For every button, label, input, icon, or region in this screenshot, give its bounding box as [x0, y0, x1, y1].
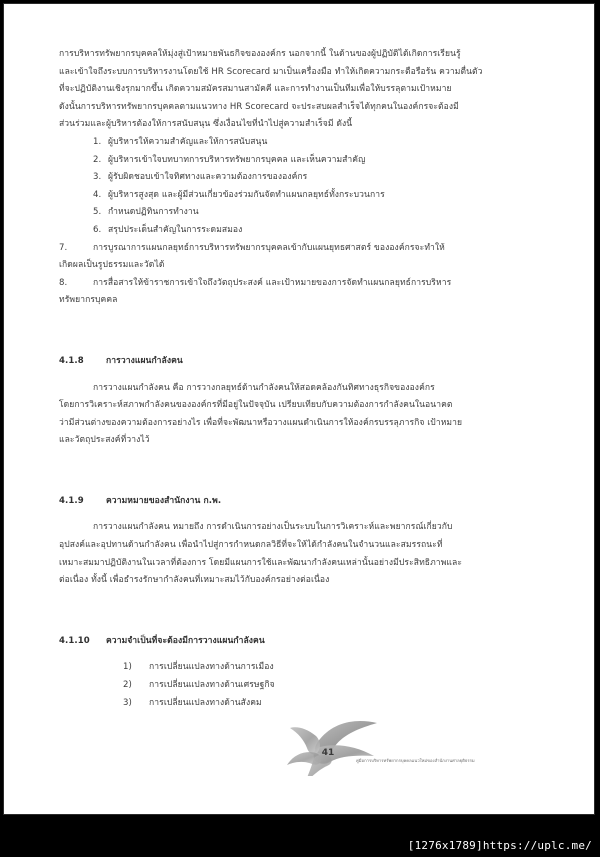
list-item [59, 169, 536, 187]
conditions-list [59, 134, 536, 240]
section-number: 4.1.10 [59, 635, 90, 646]
list-item-number: 2. [93, 154, 102, 165]
list-item-text: การเปลี่ยนแปลงทางด้านการเมือง [149, 662, 274, 673]
document-page [3, 3, 595, 815]
section-heading-4-1-8 [59, 353, 536, 371]
list-item-number: 4. [93, 189, 102, 200]
paragraph-line: ส่วนร่วมและผู้บริหารต้องให้การสนับสนุน ซึ่งเงื่อนไขที่นำไปสู่ความสำเร็จมี ดังนี้ [59, 119, 353, 130]
list-item-text: การเปลี่ยนแปลงทางด้านเศรษฐกิจ [149, 680, 275, 691]
spacer [59, 310, 536, 336]
paragraph-line: ดังนั้นการบริหารทรัพยากรบุคคลตามแนวทาง HR Scorecard จะประสบผลสำเร็จได้ทุกคนในองค์กรจะต้องมี [59, 101, 459, 112]
list-item-number: 2) [123, 680, 132, 691]
spacer [59, 450, 536, 476]
section-title: ความจำเป็นที่จะต้องมีการวางแผนกำลังคน [106, 635, 265, 646]
section-body-4-1-8 [59, 380, 536, 450]
list-item-text: ผู้บริหารเข้าใจบทบาทการบริหารทรัพยากรบุคคล และเห็นความสำคัญ [108, 154, 366, 165]
footer-swoosh-logo [280, 706, 390, 776]
list-item [59, 187, 536, 205]
list-item-number: 1) [123, 662, 132, 673]
section-heading-4-1-9 [59, 493, 536, 511]
list-item [59, 659, 536, 677]
list-item-number: 8. [59, 277, 68, 288]
paragraph-line: และวัตถุประสงค์ที่วางไว้ [59, 435, 150, 446]
list-item-8 [59, 275, 536, 310]
list-item-number: 3) [123, 697, 132, 708]
list-item [59, 677, 536, 695]
list-item-number: 1. [93, 136, 102, 147]
paragraph-line: ว่ามีส่วนต่างของความต้องการอย่างไร เพื่อที่จะพัฒนาหรือวางแผนดำเนินการให้องค์กรบรรลุภารกิจ เป้าหมาย [59, 417, 463, 428]
spacer [59, 371, 536, 380]
list-item-text: ผู้รับผิดชอบเข้าใจทิศทางและความต้องการขององค์กร [108, 172, 308, 183]
footer-running-title: คู่มือการบริหารทรัพยากรบุคคลแนวใหม่ของสำนักงานศาลยุติธรรม [356, 758, 475, 763]
paragraph-line: การวางแผนกำลังคน หมายถึง การดำเนินการอย่างเป็นระบบในการวิเคราะห์และพยากรณ์เกี่ยวกับ [93, 522, 453, 533]
spacer [59, 650, 536, 659]
section-title: การวางแผนกำลังคน [106, 355, 183, 366]
paragraph-line: ที่จะปฏิบัติงานเชิงรุกมากขึ้น เกิดความสมัครสมานสามัคคี และการทำงานเป็นทีมเพื่อให้บรรลุตามเป้าหมาย [59, 84, 452, 95]
page-footer [4, 706, 594, 776]
spacer [59, 590, 536, 616]
page-content [4, 4, 594, 814]
list-item-text: กำหนดปฏิทินการทำงาน [108, 207, 199, 218]
watermark-label: [1276x1789]https://uplc.me/ [407, 839, 592, 852]
list-item [59, 204, 536, 222]
section-body-4-1-9 [59, 519, 536, 589]
watermark-bar [0, 819, 600, 857]
list-item-line: เกิดผลเป็นรูปธรรมและวัดได้ [59, 260, 165, 271]
list-item-text: สรุปประเด็นสำคัญในการระดมสมอง [108, 224, 243, 235]
list-item-number: 6. [93, 224, 102, 235]
section-title: ความหมายของสำนักงาน ก.พ. [106, 495, 222, 506]
list-item-text: ผู้บริหารสูงสุด และผู้มีส่วนเกี่ยวข้องร่วมกันจัดทำแผนกลยุทธ์ทั้งกระบวนการ [108, 189, 385, 200]
section-number: 4.1.8 [59, 355, 84, 366]
paragraph-line: การวางแผนกำลังคน คือ การวางกลยุทธ์ด้านกำลังคนให้สอดคล้องกันทิศทางธุรกิจขององค์กร [93, 382, 435, 393]
paragraph-line: เหมาะสมมาปฏิบัติงานในเวลาที่ต้องการ โดยมีแผนการใช้และพัฒนากำลังคนเหล่านั้นอย่างมีประสิทธิภาพและ [59, 557, 463, 568]
paragraph-line: โดยการวิเคราะห์สภาพกำลังคนขององค์กรที่มีอยู่ในปัจจุบัน เปรียบเทียบกับความต้องการกำลังคนในอนาคต [59, 400, 453, 411]
list-item-number: 3. [93, 172, 102, 183]
paragraph-line: ต่อเนื่อง ทั้งนี้ เพื่อธำรงรักษากำลังคนที่เหมาะสมไว้กับองค์กรอย่างต่อเนื่อง [59, 575, 330, 586]
list-item [59, 134, 536, 152]
spacer [59, 510, 536, 519]
section-number: 4.1.9 [59, 495, 84, 506]
list-item-text: การสื่อสารให้ข้าราชการเข้าใจถึงวัตถุประสงค์ และเป้าหมายของการจัดทำแผนกลยุทธ์การบริหาร [93, 277, 452, 288]
necessity-list [59, 659, 536, 712]
paragraph-line: อุปสงค์และอุปทานด้านกำลังคน เพื่อนำไปสู่การกำหนดกลวิธีที่จะให้ได้กำลังคนในจำนวนและสมรรถนะที่ [59, 540, 443, 551]
list-item-line [59, 240, 536, 258]
paragraph-line: และเข้าใจถึงระบบการบริหารงานโดยใช้ HR Scorecard มาเป็นเครื่องมือ ทำให้เกิดความกระตือรือร้น ความตื่นตัว [59, 66, 483, 77]
paragraph-intro [59, 46, 536, 134]
page-number: 41 [321, 748, 335, 758]
section-heading-4-1-10 [59, 633, 536, 651]
list-item-number: 5. [93, 207, 102, 218]
list-item-number: 7. [59, 242, 68, 253]
list-item-line: ทรัพยากรบุคคล [59, 295, 118, 306]
list-item-line [59, 275, 536, 293]
list-item [59, 222, 536, 240]
list-item-text: การบูรณาการแผนกลยุทธ์การบริหารทรัพยากรบุคคลเข้ากับแผนยุทธศาสตร์ ขององค์กรจะทำให้ [93, 242, 445, 253]
list-item-7 [59, 240, 536, 275]
list-item-text: การเปลี่ยนแปลงทางด้านสังคม [149, 697, 262, 708]
paragraph-line: การบริหารทรัพยากรบุคคลให้มุ่งสู่เป้าหมายพันธกิจขององค์กร นอกจากนี้ ในด้านของผู้ปฏิบัติได้เกิดการเรียนรู้ [59, 49, 461, 59]
list-item [59, 152, 536, 170]
list-item-text: ผู้บริหารให้ความสำคัญและให้การสนับสนุน [108, 136, 268, 147]
